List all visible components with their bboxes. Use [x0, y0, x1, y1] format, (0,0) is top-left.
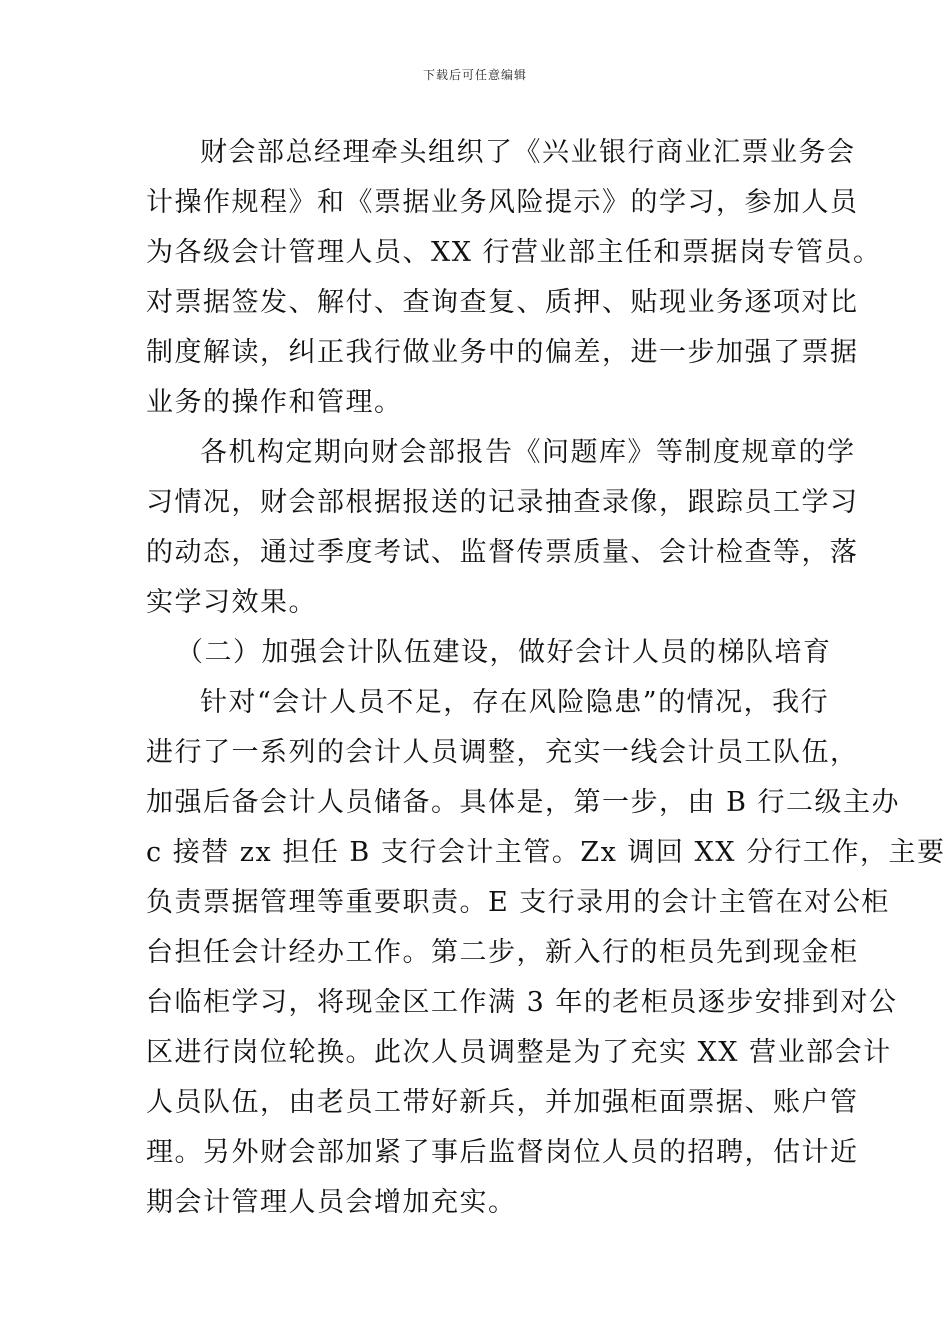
header-note: 下载后可任意编辑 [422, 68, 527, 82]
paragraph-line: 针对“会计人员不足，存在风险隐患”的情况，我行 [200, 687, 830, 718]
paragraph-line: 加强后备会计人员储备。具体是，第一步，由 B 行二级主办 [146, 787, 901, 818]
paragraph-line: 期会计管理人员会增加充实。 [146, 1187, 517, 1218]
paragraph-line: 习情况，财会部根据报送的记录抽查录像，跟踪员工学习 [146, 487, 859, 518]
paragraph-line: 进行了一系列的会计人员调整，充实一线会计员工队伍， [146, 737, 859, 768]
paragraph-line: 制度解读，纠正我行做业务中的偏差，进一步加强了票据 [146, 337, 859, 368]
paragraph-line: 理。另外财会部加紧了事后监督岗位人员的招聘，估计近 [146, 1137, 859, 1168]
paragraph-line: 计操作规程》和《票据业务风险提示》的学习，参加人员 [146, 187, 859, 218]
paragraph-line: 业务的操作和管理。 [146, 387, 403, 418]
paragraph-line: 负责票据管理等重要职责。E 支行录用的会计主管在对公柜 [146, 887, 890, 918]
paragraph-line: 为各级会计管理人员、XX 行营业部主任和票据岗专管员。 [146, 237, 882, 268]
paragraph-line: 台临柜学习，将现金区工作满 3 年的老柜员逐步安排到对公 [146, 987, 898, 1018]
paragraph-line: 实学习效果。 [146, 587, 317, 618]
paragraph-line: 对票据签发、解付、查询查复、质押、贴现业务逐项对比 [146, 287, 859, 318]
section-heading: （二）加强会计队伍建设，做好会计人员的梯队培育 [176, 637, 832, 668]
paragraph-line: 的动态，通过季度考试、监督传票质量、会计检查等，落 [146, 537, 859, 568]
paragraph-line: c 接替 zx 担任 B 支行会计主管。Zx 调回 XX 分行工作，主要 [146, 837, 946, 868]
document-body [146, 128, 946, 1228]
paragraph-line: 区进行岗位轮换。此次人员调整是为了充实 XX 营业部会计 [146, 1037, 892, 1068]
paragraph-line: 各机构定期向财会部报告《问题库》等制度规章的学 [200, 437, 856, 468]
paragraph-line: 人员队伍，由老员工带好新兵，并加强柜面票据、账户管 [146, 1087, 859, 1118]
paragraph-line: 台担任会计经办工作。第二步，新入行的柜员先到现金柜 [146, 937, 859, 968]
paragraph-line: 财会部总经理牵头组织了《兴业银行商业汇票业务会 [200, 137, 856, 168]
